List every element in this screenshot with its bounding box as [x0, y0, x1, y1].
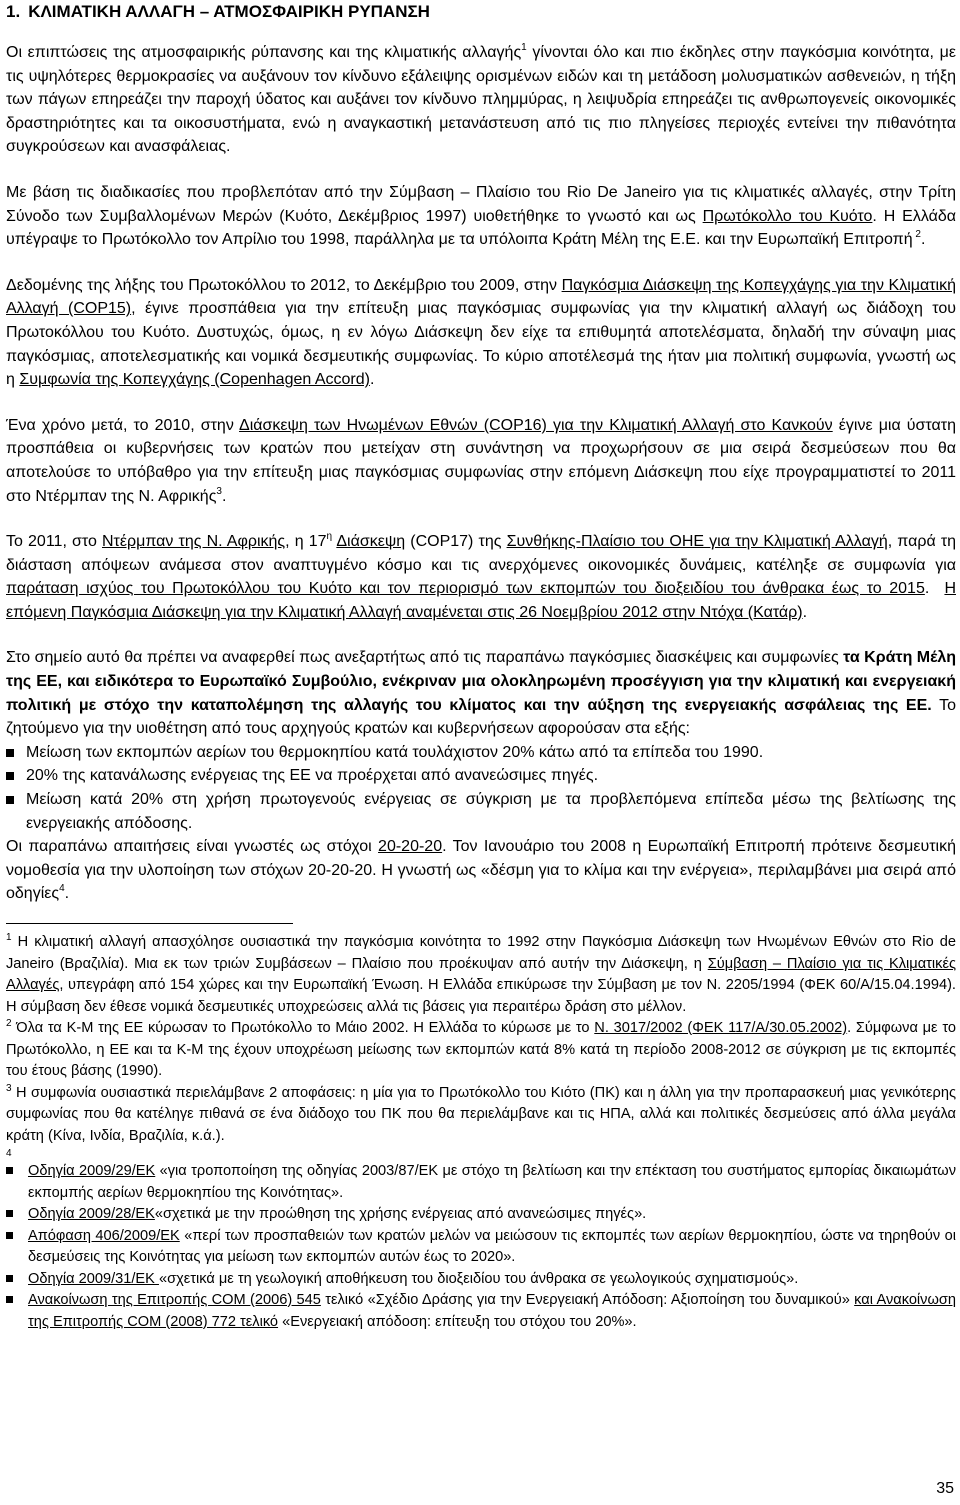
- list-item: Απόφαση 406/2009/ΕΚ «περί των προσπαθειών των κρατών μελών να μειώσουν τις εκπομπές των αερίων θερμοκηπίου, ώστε να τηρηθούν οι δεσμεύσεις της Κοινότητας για μείωση των εκπομπών αυτών έως το 2020».: [6, 1226, 956, 1269]
- decision-406-2009-link[interactable]: Απόφαση 406/2009/ΕΚ: [28, 1227, 180, 1244]
- paragraph-3: Δεδομένης της λήξης του Πρωτοκόλλου το 2012, το Δεκέμβριο του 2009, στην Παγκόσμια Διάσκεψη της Κοπεγχάγης για την Κλιματική Αλλαγή (COP15), έγινε προσπάθεια για την επίτευξη μιας παγκόσμιας συμφωνίας για την κλιματική αλλαγή ως διάδοχη του Πρωτοκόλλου του Κυότο. Δυστυχώς, όμως, η εν λόγω Διάσκεψη δεν είχε τα επιθυμητά αποτελέσματα, δηλαδή την σύναψη μιας παγκόσμιας, αποτελεσματικής και νομικά δεσμευτικής συμφωνίας. Το κύριο αποτέλεσμά της ήταν μια πολιτική συμφωνία, γνωστή ως η Συμφωνία της Κοπεγχάγης (Copenhagen Accord).: [6, 276, 956, 389]
- com-2006-545-link[interactable]: Ανακοίνωση της Επιτροπής COM (2006) 545: [28, 1292, 321, 1308]
- cop15-link[interactable]: Παγκόσμια Διάσκεψη της Κοπεγχάγης για την Κλιματική Αλλαγή (COP15): [6, 276, 956, 318]
- kyoto-extension-link[interactable]: παράταση ισχύος του Πρωτοκόλλου του Κυότο και τον περιορισμό των εκπομπών του διοξειδίου του άνθρακα έως το 2015: [6, 580, 925, 598]
- page-number: 35: [936, 1480, 954, 1497]
- eu-approach-bold: τα Κράτη Μέλη της ΕΕ, και ειδικότερα το Ευρωπαϊκό Συμβούλιο, ενέκριναν μια ολοκληρωμένη προσέγγιση για την κλιματική και ενεργειακή πολιτική με στόχο την καταπολέμηση της αλλαγής του κλίματος και την αύξηση της ενεργειακής ασφάλειας της ΕΕ.: [6, 649, 956, 714]
- footnote-2: $^2$ Όλα τα Κ-Μ της ΕΕ κύρωσαν το Πρωτόκολλο το Μάιο 2002. Η Ελλάδα το κύρωσε με το Ν. 3017/2002 (ΦΕΚ 117/Α/30.05.2002). Σύμφωνα με το Πρωτόκολλο, η ΕΕ και τα Κ-Μ της έχουν υποχρέωση μείωσης των εκπομπών κατά 8% κατά τη περίοδο 2008-2012 σε σύγκριση με τις εκπομπές του έτους βάσης (1990).: [6, 1018, 956, 1079]
- unfccc-link[interactable]: Συνθήκης-Πλαίσιο του ΟΗΕ για την Κλιματική Αλλαγή: [506, 533, 888, 551]
- com-2008-772-link[interactable]: και Ανακοίνωση της Επιτροπής COM (2008) 772 τελικό: [28, 1292, 956, 1330]
- paragraph-6: Στο σημείο αυτό θα πρέπει να αναφερθεί πως ανεξαρτήτως από τις παραπάνω παγκόσμιες διασκέψεις και συμφωνίες τα Κράτη Μέλη της ΕΕ, και ειδικότερα το Ευρωπαϊκό Συμβούλιο, ενέκριναν μια ολοκληρωμένη προσέγγιση για την κλιματική και ενεργειακή πολιτική με στόχο την καταπολέμηση της αλλαγής του κλίματος και την αύξηση της ενεργειακής ασφάλειας της ΕΕ. Το ζητούμενο για την υιοθέτηση από τους αρχηγούς κρατών και κυβερνήσεων αφορούσαν στα εξής:: [6, 649, 956, 738]
- list-item: 20% της κατανάλωσης ενέργειας της ΕΕ να προέρχεται από ανανεώσιμες πηγές.: [6, 764, 956, 788]
- footnote-4-mark: 4: [6, 1148, 12, 1159]
- targets-list: [6, 741, 956, 835]
- cop16-link[interactable]: Διάσκεψη των Ηνωμένων Εθνών (COP16) για την Κλιματική Αλλαγή στο Κανκούν: [239, 416, 833, 434]
- footnote-1: $^1$ Η κλιματική αλλαγή απασχόλησε ουσιαστικά την παγκόσμια κοινότητα το 1992 στην Παγκόσμια Διάσκεψη των Ηνωμένων Εθνών στο Rio de Janeiro (Βραζιλία). Μια εκ των τριών Συμβάσεων – Πλαίσιο που προέκυψαν από αυτήν την Διάσκεψη, η Σύμβαση – Πλαίσιο για τις Κλιματικές Αλλαγές, υπεγράφη από 154 χώρες και την Ευρωπαϊκή Ένωση. Η Ελλάδα επικύρωσε την Σύμβαση με τον Ν. 2205/1994 (ΦΕΚ 60/Α/15.04.1994). Η σύμβαση δεν έθεσε νομικά δεσμευτικές υποχρεώσεις αλλά τις βάσεις για περαιτέρω δράση στο μέλλον.: [6, 932, 956, 1015]
- paragraph-7: Οι παραπάνω απαιτήσεις είναι γνωστές ως στόχοι 20-20-20. Τον Ιανουάριο του 2008 η Ευρωπαϊκή Επιτροπή πρότεινε δεσμευτική νομοθεσία για την υλοποίηση των στόχων 20-20-20. Η γνωστή ως «δέσμη για το κλίμα και την ενέργεια», περιλαμβάνει μια σειρά από οδηγίες$^4$.: [6, 838, 956, 903]
- paragraph-5: Το 2011, στο Ντέρμπαν της Ν. Αφρικής, η $17^\eta$ Διάσκεψη (COP17) της Συνθήκης-Πλαίσιο του ΟΗΕ για την Κλιματική Αλλαγή, παρά τη διάσταση απόψεων ανάμεσα στον αναπτυγμένο κόσμο και τις ανερχόμενες οικονομικές δυνάμεις, κατέληξε σε συμφωνία για παράταση ισχύος του Πρωτοκόλλου του Κυότο και τον περιορισμό των εκπομπών του διοξειδίου του άνθρακα έως το 2015. Η επόμενη Παγκόσμια Διάσκεψη για την Κλιματική Αλλαγή αναμένεται στις 26 Νοεμβρίου 2012 στην Ντόχα (Κατάρ).: [6, 531, 957, 621]
- paragraph-4: Ένα χρόνο μετά, το 2010, στην Διάσκεψη των Ηνωμένων Εθνών (COP16) για την Κλιματική Αλλαγή στο Κανκούν έγινε μια ύστατη προσπάθεια οι κυβερνήσεις των κρατών που μετείχαν στη συνάντηση να προχωρήσουν σε μια σειρά δεσμεύσεων που θα αποτελούσε το υπόβαθρο για την επίτευξη μιας παγκόσμιας συμφωνίας στην επόμενη Διάσκεψη που είχε προγραμματιστεί το 2011 στο Ντέρμπαν της Ν. Αφρικής$^3$.: [6, 416, 956, 505]
- list-item: Οδηγία 2009/28/ΕΚ«σχετικά με την προώθηση της χρήσης ενέργειας από ανανεώσιμες πηγές».: [6, 1204, 956, 1226]
- kyoto-protocol-link[interactable]: Πρωτόκολλο του Κυότο: [702, 207, 873, 225]
- footnote-ref-2[interactable]: 2: [912, 229, 921, 241]
- footnote-ref-4[interactable]: 4: [59, 883, 65, 895]
- footnote-ref-1[interactable]: 1: [521, 42, 527, 53]
- directive-2009-31-link[interactable]: Οδηγία 2009/31/ΕΚ: [28, 1270, 159, 1287]
- durban-link[interactable]: Ντέρμπαν της Ν. Αφρικής: [102, 533, 286, 551]
- paragraph-2: Με βάση τις διαδικασίες που προβλεπόταν από την Σύμβαση – Πλαίσιο του Rio De Janeiro για τις κλιματικές αλλαγές, στην Τρίτη Σύνοδο των Συμβαλλομένων Μερών (Κυότο, Δεκέμβριος 1997) υιοθετήθηκε το γνωστό και ως Πρωτόκολλο του Κυότο. Η Ελλάδα υπέγραψε το Πρωτόκολλο τον Απρίλιο του 1998, παράλληλα με τα υπόλοιπα Κράτη Μέλη της Ε.Ε. και την Ευρωπαϊκή Επιτροπή $^2$.: [6, 183, 956, 249]
- directive-2009-29-link[interactable]: Οδηγία 2009/29/ΕΚ: [28, 1163, 156, 1179]
- 20-20-20-link[interactable]: 20-20-20: [378, 838, 443, 856]
- list-item: Μείωση κατά 20% στη χρήση πρωτογενούς ενέργειας σε σύγκριση με τα προβλεπόμενα επίπεδα μέσω της βελτίωσης της ενεργειακής απόδοσης.: [6, 788, 956, 835]
- section-heading: 1. ΚΛΙΜΑΤΙΚΗ ΑΛΛΑΓΗ – ΑΤΜΟΣΦΑΙΡΙΚΗ ΡΥΠΑΝΣΗ: [6, 2, 430, 21]
- doha-conference-link[interactable]: Η επόμενη Παγκόσμια Διάσκεψη για την Κλιματική Αλλαγή αναμένεται στις 26 Νοεμβρίου 2012 στην Ντόχα (Κατάρ): [6, 580, 956, 621]
- footnote-ref-3[interactable]: 3: [216, 485, 222, 497]
- paragraph-1: Οι επιπτώσεις της ατμοσφαιρικής ρύπανσης και της κλιματικής αλλαγής$^1$ γίνονται όλο και πιο έκδηλες στην παγκόσμια κοινότητα, με τις υψηλότερες θερμοκρασίες να αυξάνουν τον κίνδυνο εξάλειψης ορισμένων ειδών και τη μετάδοση μολυσματικών ασθενειών, η τήξη των πάγων επηρεάζει την παροχή ύδατος και αυξάνει τον κίνδυνο πλημμύρας, η λειψυδρία επηρεάζει τις ανθρωπογενείς οικονομικές δραστηριότητες και τα οικοσυστήματα, ενώ η αναγκαστική μετανάστευση από τις πιο πληγείσες περιοχές εντείνει την πιθανότητα συγκρούσεων και ανασφάλειας.: [6, 42, 957, 156]
- list-item: Ανακοίνωση της Επιτροπής COM (2006) 545 τελικό «Σχέδιο Δράσης για την Ενεργειακή Απόδοση: Αξιοποίηση του δυναμικού» και Ανακοίνωση της Επιτροπής COM (2008) 772 τελικό «Ενεργειακή απόδοση: επίτευξη του στόχου του 20%».: [6, 1290, 956, 1333]
- footnote-divider: [6, 923, 293, 924]
- list-item: Οδηγία 2009/31/ΕΚ «σχετικά με τη γεωλογική αποθήκευση του διοξειδίου του άνθρακα σε γεωλογικούς σχηματισμούς».: [6, 1269, 956, 1291]
- copenhagen-accord-link[interactable]: Συμφωνία της Κοπεγχάγης (Copenhagen Accord): [19, 371, 370, 389]
- law-3017-link[interactable]: Ν. 3017/2002 (ΦΕΚ 117/Α/30.05.2002): [594, 1020, 848, 1036]
- footnote-3: $^3$ Η συμφωνία ουσιαστικά περιελάμβανε 2 αποφάσεις: η μία για το Πρωτόκολλο του Κιότο (ΠΚ) και η άλλη για την προπαρασκευή μιας γενικότερης συμφωνίας που θα κατέληγε πιθανά σε ένα διάδοχο του ΠΚ που θα περιελάμβανε και τις ΗΠΑ, αλλά και πολιτικές δεσμεύσεις από άλλα μεγάλα κράτη (Κίνα, Ινδία, Βραζιλία, κ.ά.).: [6, 1082, 956, 1144]
- footnotes: [6, 932, 956, 1333]
- document-page: [6, 0, 956, 1333]
- footnote-4-list: [6, 1161, 956, 1333]
- list-item: Οδηγία 2009/29/ΕΚ «για τροποποίηση της οδηγίας 2003/87/ΕΚ με στόχο τη βελτίωση και την επέκταση του συστήματος εμπορίας δικαιωμάτων εκπομπής αερίων θερμοκηπίου της Κοινότητας».: [6, 1161, 956, 1204]
- list-item: Μείωση των εκπομπών αερίων του θερμοκηπίου κατά τουλάχιστον 20% κάτω από τα επίπεδα του 1990.: [6, 741, 956, 765]
- framework-convention-link[interactable]: Σύμβαση – Πλαίσιο για τις Κλιματικές Αλλαγές: [6, 955, 956, 993]
- conference-link[interactable]: Διάσκεψη: [336, 533, 406, 551]
- directive-2009-28-link[interactable]: Οδηγία 2009/28/ΕΚ: [28, 1206, 155, 1222]
